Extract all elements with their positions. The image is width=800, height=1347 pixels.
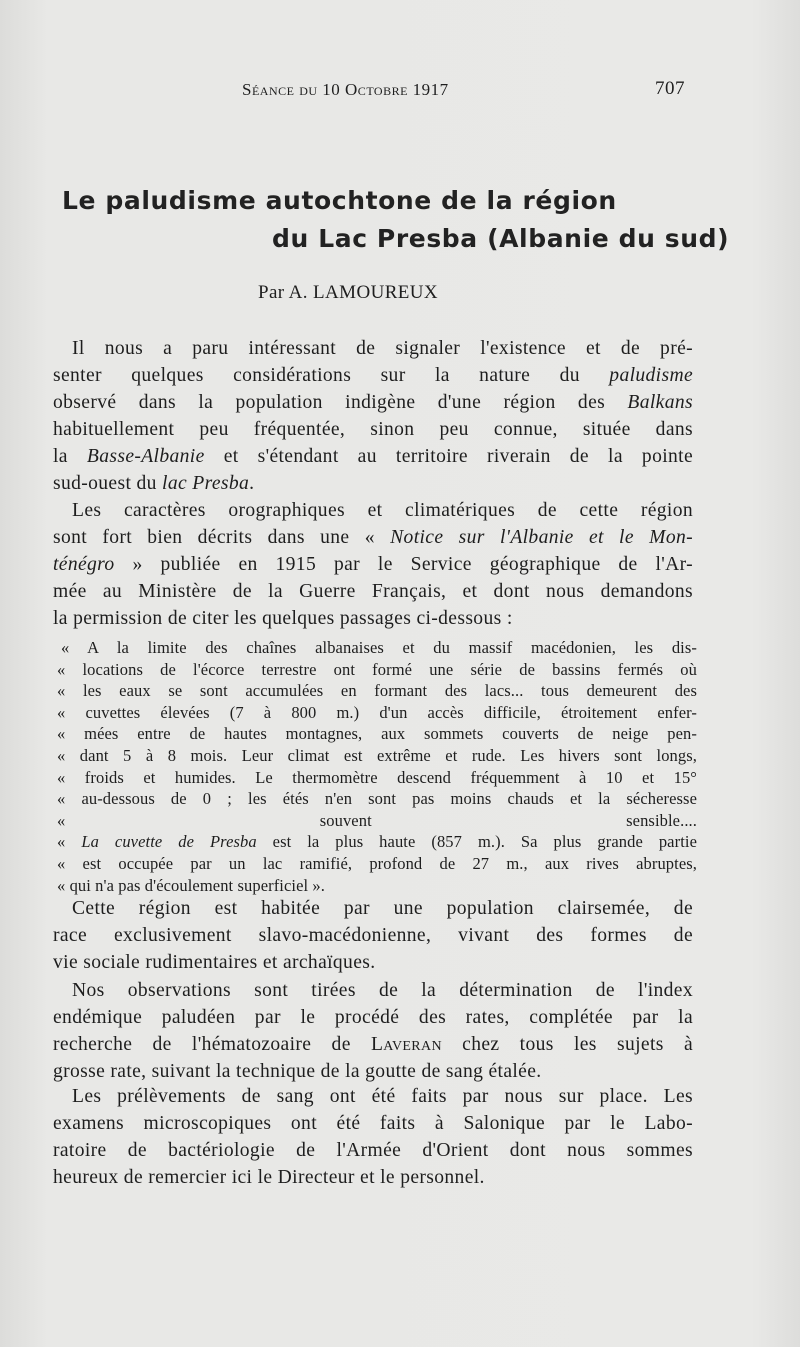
- block-quote: [57, 637, 697, 896]
- article-byline: Par A. LAMOUREUX: [258, 282, 439, 303]
- quote-line: « locations de l'écorce terrestre ont formé une série de bassins fermés où: [57, 659, 697, 679]
- para3-line: vie sociale rudimentaires et archaïques.: [53, 951, 376, 973]
- paragraph-4: [53, 978, 693, 1086]
- paragraph-2: [53, 498, 693, 633]
- para2-line: ténégro » publiée en 1915 par le Service géographique de l'Ar-: [53, 553, 693, 575]
- running-head-title: Séance du 10 Octobre 1917: [242, 80, 449, 99]
- running-head: [0, 78, 800, 102]
- quote-line: « La cuvette de Presba est la plus haute (857 m.). Sa plus grande partie: [57, 832, 697, 852]
- para5-line: Les prélèvements de sang ont été faits par nous sur place. Les: [72, 1086, 693, 1107]
- paragraph-3: [53, 896, 693, 977]
- page-number: 707: [655, 78, 685, 99]
- para5-line: heureux de remercier ici le Directeur et le personnel.: [53, 1166, 485, 1188]
- para1-line: habituellement peu fréquentée, sinon peu connue, située dans: [53, 418, 693, 440]
- para3-line: Cette région est habitée par une population clairsemée, de: [72, 898, 693, 919]
- para2-line: mée au Ministère de la Guerre Français, et dont nous demandons: [53, 580, 693, 602]
- quote-line: « souvent sensible....: [57, 810, 697, 830]
- quote-line: « A la limite des chaînes albanaises et du massif macédonien, les dis-: [61, 638, 697, 657]
- para4-line: grosse rate, suivant la technique de la goutte de sang étalée.: [53, 1060, 542, 1082]
- para1-line: sud-ouest du lac Presba.: [53, 472, 255, 494]
- paragraph-1: [53, 336, 693, 497]
- para3-line: race exclusivement slavo-macédonienne, vivant des formes de: [53, 924, 693, 946]
- quote-line: « les eaux se sont accumulées en formant des lacs... tous demeurent des: [57, 681, 697, 701]
- para1-line: observé dans la population indigène d'une région des Balkans: [53, 391, 693, 413]
- para2-line: la permission de citer les quelques passages ci-dessous :: [53, 607, 513, 629]
- para5-line: examens microscopiques ont été faits à Salonique par le Labo-: [53, 1112, 693, 1134]
- para1-line: la Basse-Albanie et s'étendant au territoire riverain de la pointe: [53, 445, 694, 467]
- para4-line: endémique paludéen par le procédé des rates, complétée par la: [53, 1006, 693, 1028]
- quote-line: « froids et humides. Le thermomètre descend fréquemment à 10 et 15°: [57, 767, 697, 787]
- quote-line: « au-dessous de 0 ; les étés n'en sont pas moins chauds et la sécheresse: [57, 789, 697, 809]
- para4-line: Nos observations sont tirées de la détermination de l'index: [72, 980, 693, 1001]
- quote-line: « mées entre de hautes montagnes, aux sommets couverts de neige pen-: [57, 724, 697, 744]
- quote-line: « dant 5 à 8 mois. Leur climat est extrême et rude. Les hivers sont longs,: [57, 745, 697, 765]
- para2-line: Les caractères orographiques et climatériques de cette région: [72, 500, 693, 521]
- para1-line: senter quelques considérations sur la nature du paludisme: [53, 364, 693, 386]
- article-title-line-2: du Lac Presba (Albanie du sud): [272, 224, 730, 253]
- quote-line: « est occupée par un lac ramifié, profond de 27 m., aux rives abruptes,: [57, 853, 697, 873]
- para1-line: Il nous a paru intéressant de signaler l'existence et de pré-: [72, 338, 693, 359]
- para4-line: recherche de l'hématozoaire de Laveran chez tous les sujets à: [53, 1033, 693, 1055]
- paragraph-5: [53, 1084, 693, 1192]
- para5-line: ratoire de bactériologie de l'Armée d'Orient dont nous sommes: [53, 1139, 693, 1161]
- para2-line: sont fort bien décrits dans une « Notice sur l'Albanie et le Mon-: [53, 526, 693, 548]
- article-title-line-1: Le paludisme autochtone de la région: [62, 186, 617, 215]
- quote-line: « qui n'a pas d'écoulement superficiel ».: [57, 875, 326, 895]
- quote-line: « cuvettes élevées (7 à 800 m.) d'un accès difficile, étroitement enfer-: [57, 702, 697, 722]
